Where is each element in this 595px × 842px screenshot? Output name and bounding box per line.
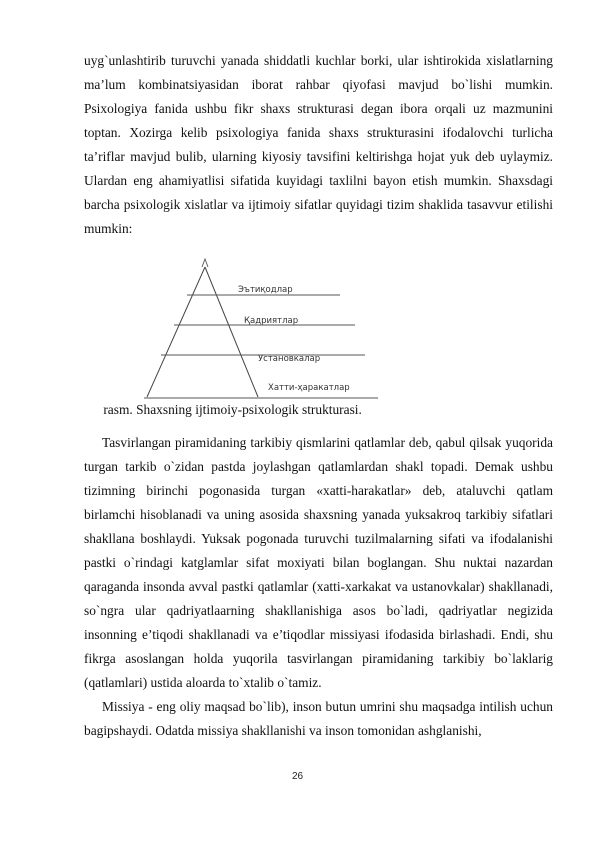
layer-label-2: Қадриятлар — [244, 316, 299, 326]
paragraph-intro: uyg`unlashtirib turuvchi yanada shiddatli kuchlar borki, ular ishtirokida xislatlarning ma’lum kombinatsiyasidan iborat rahbar qiyofasi mavjud bo`lishi mumkin. Psixologiya fanida ushbu fikr shaxs strukturasi degan ibora orqali uz mazmunini toptan. Xozirga kelib psixologiya fanida shaxs strukturasini ifodalovchi turlicha ta’riflar mavjud bulib, ularning kiyosiy tavsifini keltirishga hojat yuk deb uylaymiz. Ulardan eng ahamiyatlisi sifatida kuyidagi taxlilni bayon etish mumkin. Shaxsdagi barcha psixologik xislatlar va ijtimoiy sifatlar quyidagi tizim shaklida tasavvur etilishi mumkin: — [84, 53, 553, 236]
layer-label-1: Эътиқодлар — [238, 285, 293, 295]
paragraph-mission: Missiya - eng oliy maqsad bo`lib), inson butun umrini shu maqsadga intilish uchun bagipshaydi. Odatda missiya shakllanishi va inson tomonidan ashglanishi, — [84, 699, 553, 738]
paragraph-analysis: Tasvirlangan piramidaning tarkibiy qismlarini qatlamlar deb, qabul qilsak yuqorida turgan tarkib o`zidan pastda joylashgan qatlamlardan shakl topadi. Demak ushbu tizimning birinchi pogonasida turgan «xatti-harakatlar» deb, ataluvchi qatlam birlamchi hisoblanadi va uning asosida shaxsning yanada yuksakroq tarkibiy sifatlari shakllana boshlaydi. Yuksak pogonada turuvchi tuzilmalarning sifati va ifodalanishi pastki o`rindagi katglamlar sifat moxiyati bilan boglangan. Shu nuktai nazardan qaraganda insonda avval pastki qatlamlar (xatti-xarkakat va ustanovkalar) shakllanadi, so`ngra ular qadriyatlaarning shakllanishiga asos bo`ladi, qadriyatlar negizida insonning e’tiqodi shakllanadi va e’tiqodlar missiyasi ifodasida birlashadi. Endi, shu fikrga asoslangan holda yuqorila tasvirlangan piramidaning tarkibiy bo`laklarig (qatlamlari) ustida aloarda to`xtalib o`tamiz. — [84, 435, 553, 690]
apex-marker — [202, 259, 208, 267]
pyramid-left-side — [147, 267, 205, 397]
text-block-bottom — [84, 431, 553, 743]
text-block-top — [84, 49, 553, 241]
layer-label-4: Хатти-ҳаракатлар — [268, 383, 350, 393]
layer-label-3: Установкалар — [258, 354, 321, 364]
figure-caption: rasm. Shaxsning ijtimoiy-psixologik strukturasi. — [100, 402, 362, 417]
page-number: 26 — [291, 771, 304, 782]
pyramid-figure — [140, 255, 385, 405]
